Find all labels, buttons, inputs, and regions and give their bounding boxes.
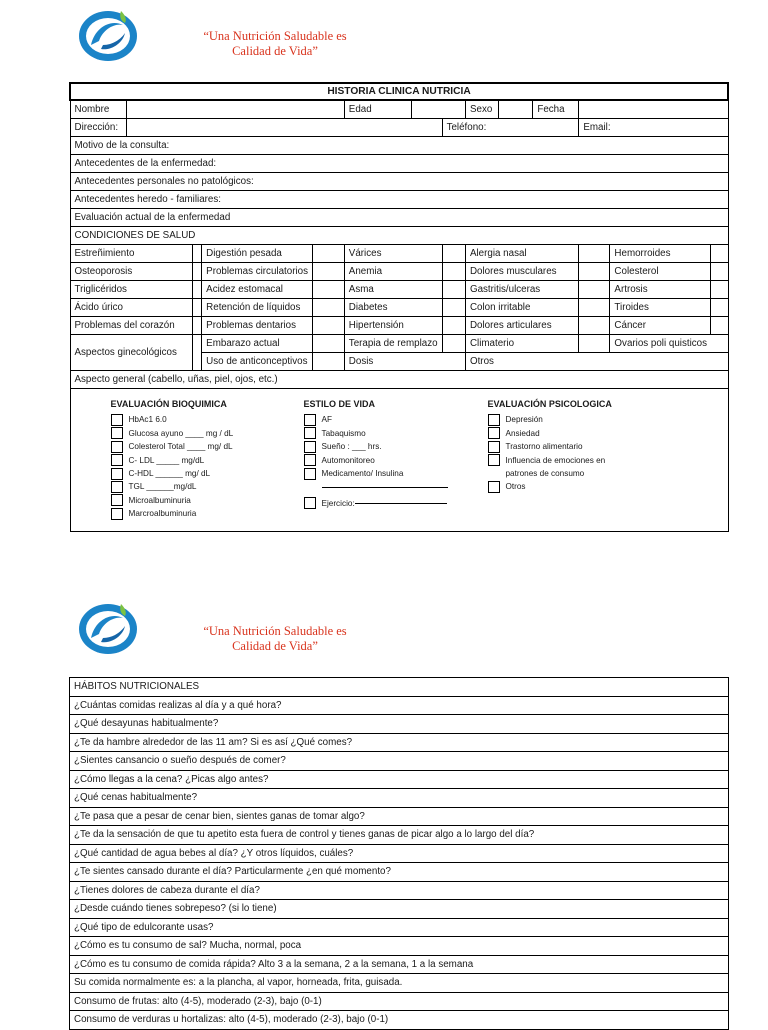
condition-label: Dolores articulares [465, 317, 578, 335]
psico-label: Ansiedad [505, 428, 540, 438]
condition-checkbox[interactable] [579, 281, 610, 299]
estilo-label: Tabaquismo [321, 428, 366, 438]
form-title: HISTORIA CLINICA NUTRICIA [70, 83, 728, 100]
estilo-title: ESTILO DE VIDA [303, 399, 376, 409]
gineco-checkbox[interactable] [192, 335, 201, 371]
condition-label: Acidez estomacal [202, 281, 313, 299]
condition-label: Tiroides [610, 299, 710, 317]
gineco-checkbox[interactable] [313, 353, 345, 371]
email-field[interactable]: Email: [579, 119, 728, 137]
condition-checkbox[interactable] [192, 317, 201, 335]
slogan-line-2: Calidad de Vida” [232, 44, 318, 58]
habitos-question[interactable]: ¿Qué cenas habitualmente? [70, 789, 729, 808]
condition-checkbox[interactable] [313, 317, 345, 335]
condition-checkbox[interactable] [710, 263, 728, 281]
condition-label: Asma [344, 281, 442, 299]
bioq-checkbox[interactable] [111, 441, 123, 453]
psico-checkbox[interactable] [488, 414, 500, 426]
slogan-line-2: Calidad de Vida” [232, 639, 318, 653]
estilo-checkbox[interactable] [304, 468, 316, 480]
habitos-question[interactable]: ¿Cómo llegas a la cena? ¿Picas algo antes? [70, 770, 729, 789]
habitos-question[interactable]: ¿Qué cantidad de agua bebes al día? ¿Y otros líquidos, cuáles? [70, 844, 729, 863]
dosis-field[interactable]: Dosis [344, 353, 465, 371]
condition-checkbox[interactable] [579, 299, 610, 317]
bioquimica-title: EVALUACIÓN BIOQUIMICA [110, 399, 227, 409]
condition-label: Colon irritable [465, 299, 578, 317]
motivo-field[interactable]: Motivo de la consulta: [70, 137, 728, 155]
bioq-label: Glucosa ayuno ____ mg / dL [128, 428, 234, 438]
fecha-field[interactable] [579, 100, 728, 119]
direccion-label: Dirección: [70, 119, 127, 137]
psico-label: Otros [505, 482, 526, 492]
clinic-logo [77, 598, 141, 656]
condition-label: Digestión pesada [202, 245, 313, 263]
ejercicio-label: Ejercicio: [321, 498, 355, 508]
bioq-label: Colesterol Total ____ mg/ dL [128, 442, 233, 452]
psico-checkbox[interactable] [488, 481, 500, 493]
condition-checkbox[interactable] [192, 263, 201, 281]
bioq-checkbox[interactable] [111, 481, 123, 493]
habitos-question[interactable]: ¿Te da hambre alrededor de las 11 am? Si es así ¿Qué comes? [70, 733, 729, 752]
sexo-label: Sexo [465, 100, 498, 119]
condition-label: Problemas dentarios [202, 317, 313, 335]
condition-label: Osteoporosis [70, 263, 192, 281]
antecedentes-enfermedad-field[interactable]: Antecedentes de la enfermedad: [70, 155, 728, 173]
condition-label: Anemia [344, 263, 442, 281]
habitos-question[interactable]: ¿Te sientes cansado durante el día? Particularmente ¿en qué momento? [70, 863, 729, 882]
evaluations-section [70, 389, 728, 532]
condition-label: Várices [344, 245, 442, 263]
nombre-field[interactable] [127, 100, 345, 119]
bioq-label: TGL ______mg/dL [128, 482, 197, 492]
gineco-item: Terapia de remplazo [344, 335, 442, 353]
psico-label: Influencia de emociones en [505, 455, 606, 465]
condition-checkbox[interactable] [192, 245, 201, 263]
gineco-checkbox[interactable] [313, 335, 345, 353]
condition-checkbox[interactable] [579, 245, 610, 263]
condition-checkbox[interactable] [313, 299, 345, 317]
edad-label: Edad [344, 100, 411, 119]
aspecto-general-field[interactable]: Aspecto general (cabello, uñas, piel, ojos, etc.) [70, 371, 728, 389]
psico-label-cont: patrones de consumo [505, 468, 585, 478]
habitos-question[interactable]: ¿Te pasa que a pesar de cenar bien, sientes ganas de tomar algo? [70, 807, 729, 826]
estilo-column [304, 398, 448, 510]
habitos-question[interactable]: ¿Desde cuándo tienes sobrepeso? (si lo tiene) [70, 900, 729, 919]
habitos-table [69, 677, 729, 1030]
antecedentes-personales-field[interactable]: Antecedentes personales no patológicos: [70, 173, 728, 191]
condition-label: Triglicéridos [70, 281, 192, 299]
evaluacion-actual-field[interactable]: Evaluación actual de la enfermedad [70, 209, 728, 227]
bioq-label: Marcroalbuminuria [128, 509, 197, 519]
habitos-question[interactable]: ¿Cómo es tu consumo de sal? Mucha, normal, poca [70, 937, 729, 956]
condition-checkbox[interactable] [710, 281, 728, 299]
slogan [180, 29, 370, 59]
psicologica-column [488, 398, 612, 494]
habitos-title: HÁBITOS NUTRICIONALES [70, 678, 729, 697]
habitos-question[interactable]: ¿Te da la sensación de que tu apetito esta fuera de control y tienes ganas de picar algo a lo largo del día? [70, 826, 729, 845]
estilo-label: Medicamento/ Insulina [321, 468, 404, 478]
ejercicio-checkbox[interactable] [304, 497, 316, 509]
condition-label: Ácido úrico [70, 299, 192, 317]
bioq-checkbox[interactable] [111, 427, 123, 439]
historia-clinica-table [69, 82, 729, 532]
condition-checkbox[interactable] [579, 317, 610, 335]
bioq-checkbox[interactable] [111, 468, 123, 480]
psico-checkbox[interactable] [488, 427, 500, 439]
otros-field[interactable]: Otros [465, 353, 728, 371]
condition-checkbox[interactable] [710, 299, 728, 317]
slogan-line-1: “Una Nutrición Saludable es [203, 29, 347, 43]
bioq-label: Microalbuminuria [128, 495, 191, 505]
bioq-checkbox[interactable] [111, 454, 123, 466]
bioq-label: C- LDL _____ mg/dL [128, 455, 205, 465]
bioq-label: HbAc1 6.0 [128, 415, 167, 425]
bioq-checkbox[interactable] [111, 508, 123, 520]
habitos-question[interactable]: ¿Tienes dolores de cabeza durante el día? [70, 881, 729, 900]
condition-label: Problemas del corazón [70, 317, 192, 335]
habitos-question[interactable]: Consumo de frutas: alto (4-5), moderado (2-3), bajo (0-1) [70, 992, 729, 1011]
condition-label: Cáncer [610, 317, 710, 335]
condition-label: Problemas circulatorios [202, 263, 313, 281]
estilo-label: AF [321, 415, 332, 425]
nombre-label: Nombre [70, 100, 127, 119]
condition-label: Artrosis [610, 281, 710, 299]
gineco-item: Uso de anticonceptivos [202, 353, 313, 371]
habitos-question[interactable]: Su comida normalmente es: a la plancha, al vapor, horneada, frita, guisada. [70, 974, 729, 993]
condition-label: Hemorroides [610, 245, 710, 263]
psico-checkbox[interactable] [488, 441, 500, 453]
condition-checkbox[interactable] [442, 299, 465, 317]
condition-checkbox[interactable] [313, 281, 345, 299]
condiciones-header: CONDICIONES DE SALUD [70, 227, 728, 245]
condition-checkbox[interactable] [442, 263, 465, 281]
condition-checkbox[interactable] [710, 245, 728, 263]
condition-checkbox[interactable] [442, 245, 465, 263]
habitos-question[interactable]: Consumo de verduras u hortalizas: alto (4-5), moderado (2-3), bajo (0-1) [70, 1011, 729, 1030]
psico-checkbox[interactable] [488, 454, 500, 466]
estilo-blank-line[interactable] [322, 487, 448, 488]
direccion-field[interactable] [127, 119, 442, 137]
habitos-question[interactable]: ¿Qué desayunas habitualmente? [70, 715, 729, 734]
condition-label: Gastritis/ulceras [465, 281, 578, 299]
gineco-checkbox[interactable] [442, 335, 465, 353]
condition-label: Alergia nasal [465, 245, 578, 263]
condition-label: Retención de líquidos [202, 299, 313, 317]
estilo-checkbox[interactable] [304, 454, 316, 466]
gineco-label: Aspectos ginecológicos [70, 335, 192, 371]
telefono-field[interactable]: Teléfono: [442, 119, 579, 137]
gineco-item: Climaterio [465, 335, 578, 353]
estilo-checkbox[interactable] [304, 427, 316, 439]
estilo-checkbox[interactable] [304, 441, 316, 453]
condition-checkbox[interactable] [192, 281, 201, 299]
condition-label: Estreñimiento [70, 245, 192, 263]
gineco-item: Ovarios poli quisticos [610, 335, 728, 353]
bioquimica-column [111, 398, 234, 521]
condition-checkbox[interactable] [710, 317, 728, 335]
habitos-question[interactable]: ¿Sientes cansancio o sueño después de comer? [70, 752, 729, 771]
condition-checkbox[interactable] [442, 281, 465, 299]
estilo-checkbox[interactable] [304, 414, 316, 426]
condition-checkbox[interactable] [192, 299, 201, 317]
condition-checkbox[interactable] [579, 263, 610, 281]
condition-checkbox[interactable] [313, 263, 345, 281]
gineco-item: Embarazo actual [202, 335, 313, 353]
habitos-question[interactable]: ¿Qué tipo de edulcorante usas? [70, 918, 729, 937]
condition-label: Diabetes [344, 299, 442, 317]
sexo-field[interactable] [498, 100, 533, 119]
psicologica-title: EVALUACIÓN PSICOLOGICA [487, 399, 612, 409]
clinic-logo [77, 5, 141, 63]
condition-label: Dolores musculares [465, 263, 578, 281]
fecha-label: Fecha [533, 100, 579, 119]
slogan [180, 624, 370, 654]
condition-checkbox[interactable] [442, 317, 465, 335]
antecedentes-heredo-field[interactable]: Antecedentes heredo - familiares: [70, 191, 728, 209]
bioq-checkbox[interactable] [111, 494, 123, 506]
bioq-checkbox[interactable] [111, 414, 123, 426]
estilo-label: Automonitoreo [321, 455, 375, 465]
condition-label: Colesterol [610, 263, 710, 281]
slogan-line-1: “Una Nutrición Saludable es [203, 624, 347, 638]
edad-field[interactable] [411, 100, 465, 119]
condition-label: Hipertensión [344, 317, 442, 335]
psico-label: Trastorno alimentario [505, 442, 583, 452]
ejercicio-line[interactable] [355, 503, 447, 504]
condition-checkbox[interactable] [313, 245, 345, 263]
habitos-question[interactable]: ¿Cuántas comidas realizas al día y a qué hora? [70, 696, 729, 715]
gineco-checkbox[interactable] [579, 335, 610, 353]
psico-label: Depresión [505, 415, 543, 425]
habitos-question[interactable]: ¿Cómo es tu consumo de comida rápida? Alto 3 a la semana, 2 a la semana, 1 a la semana [70, 955, 729, 974]
estilo-label: Sueño : ___ hrs. [321, 442, 382, 452]
bioq-label: C-HDL ______ mg/ dL [128, 468, 211, 478]
